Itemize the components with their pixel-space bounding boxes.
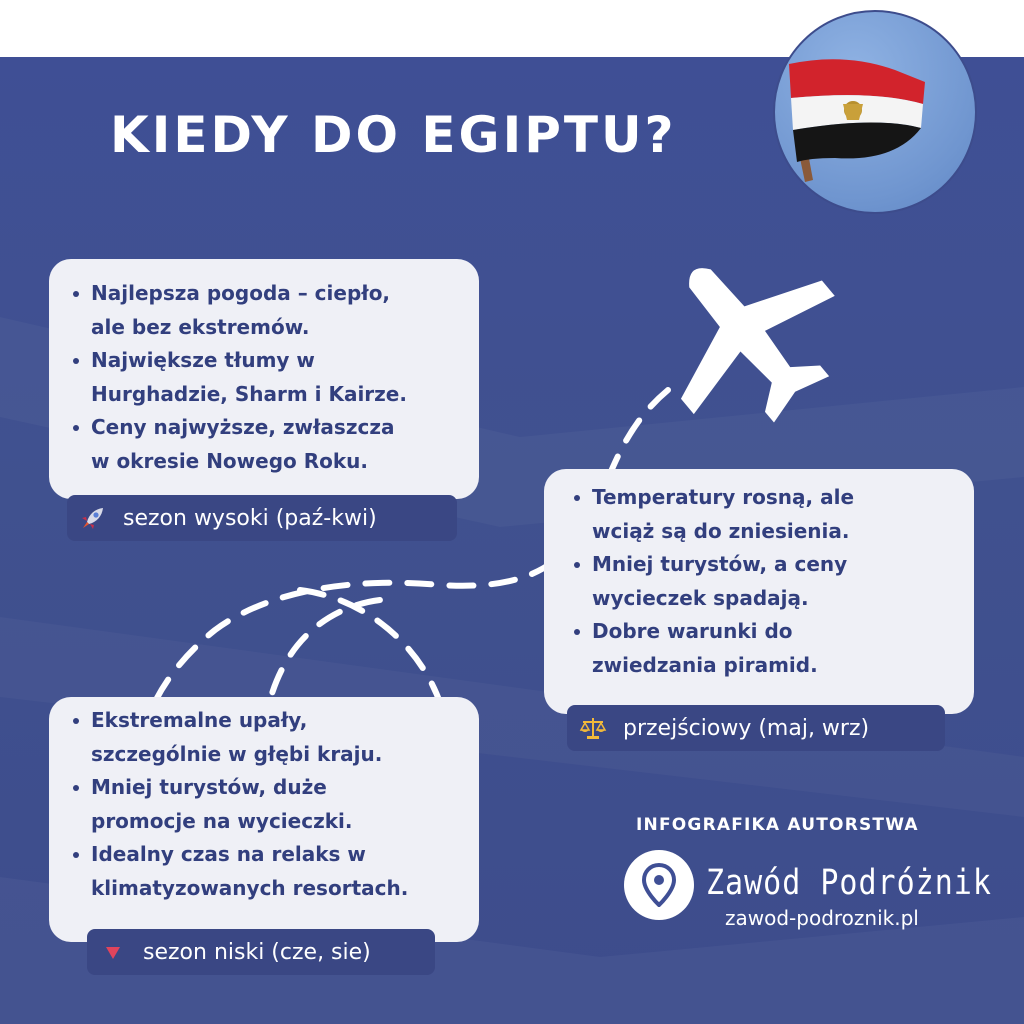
list-item: Najlepsza pogoda – ciepło, ale bez ekstremów. [69,277,407,344]
list-item: Ceny najwyższe, zwłaszcza w okresie Nowego Roku. [69,411,407,478]
list-item: Temperatury rosną, ale wciąż są do zniesienia. [570,481,854,548]
tag-low-season [87,929,435,975]
tag-label: sezon niski (cze, sie) [143,939,371,965]
website-link[interactable]: zawod-podroznik.pl [725,906,919,930]
list-item: Mniej turystów, a ceny wycieczek spadają. [570,548,854,615]
tag-label: sezon wysoki (paź-kwi) [123,505,377,531]
card-low-season [49,697,479,942]
list-item: Mniej turystów, duże promocje na wycieczki. [69,771,408,838]
card-high-season [49,259,479,499]
list-item: Dobre warunki do zwiedzania piramid. [570,615,854,682]
tag-high-season [67,495,457,541]
credit-heading: INFOGRAFIKA AUTORSTWA [636,815,919,835]
brand-logo [624,850,694,920]
balance-scale-icon [579,714,607,742]
tag-label: przejściowy (maj, wrz) [623,715,870,741]
red-triangle-down-icon [99,938,127,966]
card-transition-season [544,469,974,714]
page-title: KIEDY DO EGIPTU? [110,106,677,164]
airplane-icon [623,212,872,459]
rocket-icon [79,504,107,532]
tag-transition-season [567,705,945,751]
map-pin-icon [642,863,676,907]
list-item: Ekstremalne upały, szczególnie w głębi kraju. [69,704,408,771]
brand-name: Zawód Podróżnik [706,863,992,904]
list-item: Największe tłumy w Hurghadzie, Sharm i Kairze. [69,344,407,411]
list-item: Idealny czas na relaks w klimatyzowanych resortach. [69,838,408,905]
